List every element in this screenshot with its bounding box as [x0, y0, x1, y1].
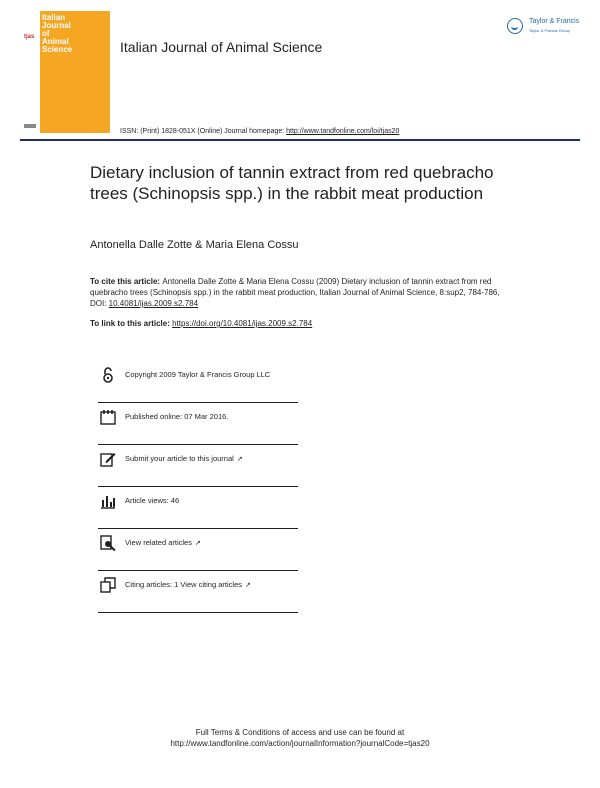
- external-link-icon: ↗: [245, 582, 251, 589]
- article-info-list: [98, 361, 298, 613]
- footer: [0, 727, 600, 749]
- issn-line: [120, 128, 399, 135]
- info-text: Copyright 2009 Taylor & Francis Group LLC: [125, 370, 271, 379]
- search-doc-icon: [100, 535, 116, 551]
- edit-icon: [100, 451, 116, 467]
- cover-title: Italian Journal of Animal Science: [42, 13, 73, 54]
- publisher-logo-icon: [507, 18, 523, 34]
- journal-title: Italian Journal of Animal Science: [120, 39, 323, 55]
- open-access-icon: [100, 367, 116, 383]
- info-text[interactable]: View related articles: [125, 538, 192, 547]
- info-row-views: [98, 487, 298, 529]
- citing-icon: [100, 577, 116, 593]
- info-text: Published online: 07 Mar 2016.: [125, 412, 229, 421]
- link-label: To link to this article:: [90, 319, 173, 328]
- info-row-citing[interactable]: [98, 571, 298, 613]
- citation-doi-link[interactable]: 10.4081/ijas.2009.s2.784: [108, 299, 199, 308]
- publisher-sub: Taylor & Francis Group: [529, 28, 570, 33]
- citation-label: To cite this article:: [90, 277, 163, 286]
- article-link-line: [90, 319, 312, 328]
- cover-strip: [22, 11, 40, 133]
- info-row-copyright: [98, 361, 298, 403]
- external-link-icon: ↗: [194, 540, 201, 547]
- citation: [90, 276, 510, 309]
- journal-cover: [22, 11, 110, 133]
- article-doi-link[interactable]: https://doi.org/10.4081/ijas.2009.s2.784: [172, 319, 313, 328]
- citation-text: Antonella Dalle Zotte & Maria Elena Cossu (2009) Dietary inclusion of tannin extract from red quebracho trees (Schinopsis spp.) in the rabbit meat production, Italian Journal of Animal Science, 8:sup2, 784-786, DOI:: [90, 277, 500, 308]
- cover-publisher-mark: [24, 124, 36, 128]
- info-row-related[interactable]: [98, 529, 298, 571]
- footer-line-1: Full Terms & Conditions of access and use can be found at: [195, 728, 405, 737]
- info-text[interactable]: Citing articles: 1 View citing articles: [125, 580, 242, 589]
- footer-terms-link[interactable]: http://www.tandfonline.com/action/journalInformation?journalCode=tjas20: [170, 739, 430, 748]
- info-text: Article views: 46: [125, 496, 180, 505]
- issn-text: ISSN: (Print) 1828-051X (Online) Journal homepage:: [120, 128, 287, 135]
- info-text[interactable]: Submit your article to this journal: [125, 454, 234, 463]
- publisher-logo[interactable]: [507, 18, 582, 38]
- cover-logo: tjas: [24, 34, 35, 40]
- journal-homepage-link[interactable]: http://www.tandfonline.com/loi/tjas20: [286, 128, 400, 135]
- info-row-submit[interactable]: [98, 445, 298, 487]
- header-rule: [20, 139, 580, 141]
- article-authors: Antonella Dalle Zotte & Maria Elena Cossu: [90, 239, 299, 251]
- external-link-icon: ↗: [236, 456, 243, 463]
- calendar-icon: [100, 409, 116, 425]
- info-row-published: [98, 403, 298, 445]
- publisher-name: Taylor & Francis: [529, 18, 580, 25]
- article-title: Dietary inclusion of tannin extract from red quebracho trees (Schinopsis spp.) in the rabbit meat production: [90, 163, 494, 203]
- bar-chart-icon: [100, 493, 116, 509]
